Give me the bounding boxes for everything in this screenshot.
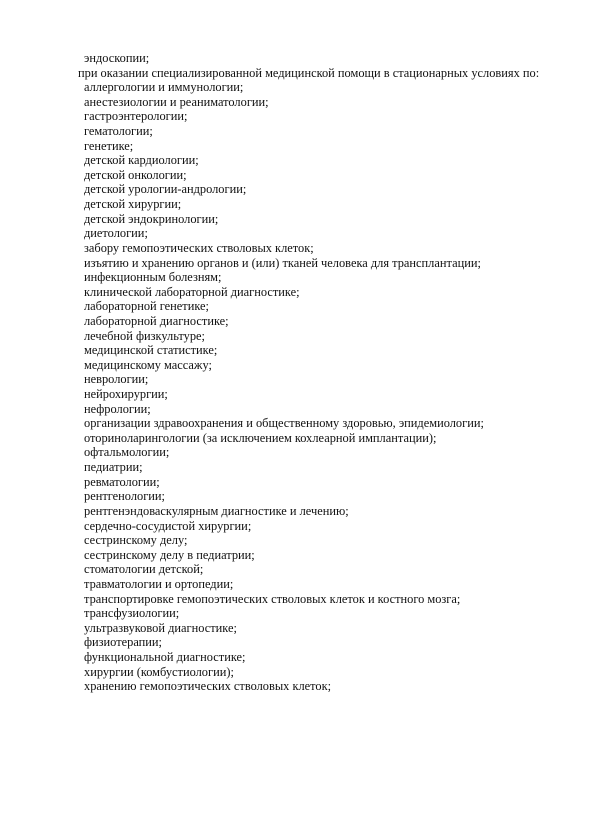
list-item: гематологии; <box>84 124 153 139</box>
list-item: детской урологии-андрологии; <box>84 182 247 197</box>
list-item: инфекционным болезням; <box>84 270 222 285</box>
list-item: детской эндокринологии; <box>84 211 219 226</box>
list-item: офтальмологии; <box>84 445 170 460</box>
section-heading: при оказании специализированной медицинской помощи в стационарных условиях по: <box>78 65 540 80</box>
list-item: травматологии и ортопедии; <box>84 576 234 591</box>
list-item: аллергологии и иммунологии; <box>84 80 244 95</box>
list-item: нефрологии; <box>84 401 151 416</box>
document-body <box>0 51 600 694</box>
specialty-list <box>0 80 600 694</box>
list-item: медицинской статистике; <box>84 343 218 358</box>
list-item: клинической лабораторной диагностике; <box>84 284 300 299</box>
list-item: педиатрии; <box>84 460 143 475</box>
list-item: лабораторной диагностике; <box>84 313 229 328</box>
list-item: медицинскому массажу; <box>84 357 212 372</box>
list-item: генетике; <box>84 138 134 153</box>
list-item: рентгенологии; <box>84 489 165 504</box>
list-item: организации здравоохранения и общественному здоровью, эпидемиологии; <box>84 416 484 431</box>
list-item: неврологии; <box>84 372 149 387</box>
list-item: трансфузиологии; <box>84 606 180 621</box>
list-item: физиотерапии; <box>84 635 162 650</box>
list-item: детской хирургии; <box>84 197 182 212</box>
list-item: ультразвуковой диагностике; <box>84 620 237 635</box>
list-item: транспортировке гемопоэтических стволовых клеток и костного мозга; <box>84 591 461 606</box>
list-item: функциональной диагностике; <box>84 649 246 664</box>
list-item: сестринскому делу; <box>84 533 188 548</box>
list-item: хирургии (комбустиологии); <box>84 664 234 679</box>
list-item: гастроэнтерологии; <box>84 109 188 124</box>
list-item: нейрохирургии; <box>84 387 168 402</box>
list-item: лечебной физкультуре; <box>84 328 205 343</box>
list-item: оториноларингологии (за исключением кохлеарной имплантации); <box>84 430 437 445</box>
list-item: хранению гемопоэтических стволовых клеток; <box>84 679 332 694</box>
list-item: сердечно-сосудистой хирургии; <box>84 518 252 533</box>
list-item: сестринскому делу в педиатрии; <box>84 547 255 562</box>
list-item: рентгенэндоваскулярным диагностике и лечению; <box>84 503 349 518</box>
list-item: детской онкологии; <box>84 167 187 182</box>
list-item: диетологии; <box>84 226 148 241</box>
list-item: стоматологии детской; <box>84 562 204 577</box>
list-item: забору гемопоэтических стволовых клеток; <box>84 240 314 255</box>
list-item: анестезиологии и реаниматологии; <box>84 94 269 109</box>
list-item: ревматологии; <box>84 474 160 489</box>
list-item: изъятию и хранению органов и (или) тканей человека для трансплантации; <box>84 255 481 270</box>
list-item: лабораторной генетике; <box>84 299 210 314</box>
list-item: детской кардиологии; <box>84 153 199 168</box>
list-item-first: эндоскопии; <box>84 51 150 65</box>
